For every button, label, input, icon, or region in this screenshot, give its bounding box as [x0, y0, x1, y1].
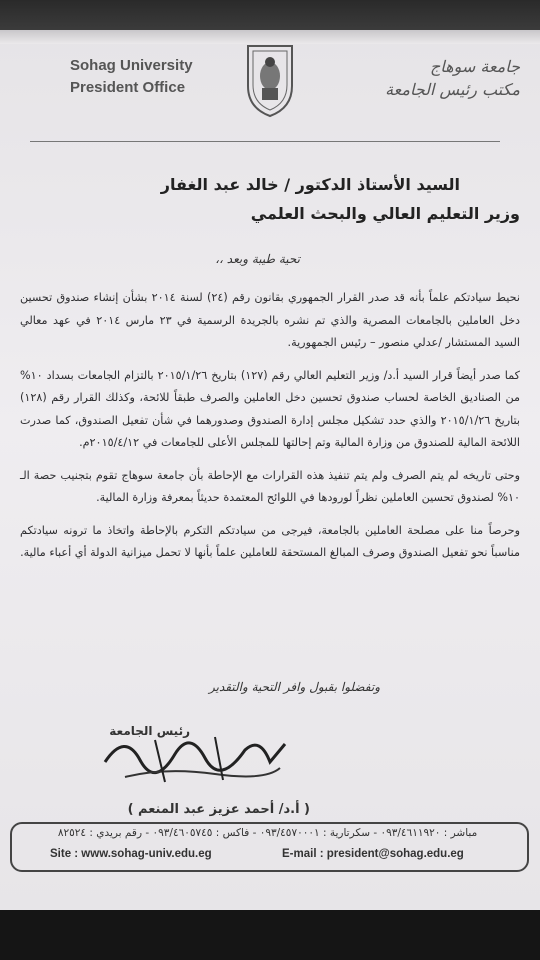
recipient-name: السيد الأستاذ الدكتور / خالد عبد الغفار	[160, 175, 460, 194]
letter-body	[20, 287, 520, 565]
greeting: تحية طيبة وبعد ،،	[215, 252, 300, 266]
letterhead-english	[70, 55, 230, 99]
office-name-ar: مكتب رئيس الجامعة	[385, 80, 520, 99]
university-name-ar: جامعة سوهاج	[429, 57, 520, 76]
footer-website: Site : www.sohag-univ.edu.eg	[50, 848, 212, 860]
office-name-en: President Office	[70, 79, 186, 96]
header-divider	[30, 141, 500, 142]
signatory-title: رئيس الجامعة	[109, 724, 190, 738]
paragraph-1: نحيط سيادتكم علماً بأنه قد صدر القرار الجمهوري بقانون رقم (٢٤) لسنة ٢٠١٤ بشأن إنشاء صندوق تحسين دخل العاملين بالجامعات المصرية والذي تم نشره بالجريدة الرسمية في ٢٣ مارس ٢٠١٤ في عهد معالي السيد المستشار /عدلي منصور – رئيس الجمهورية.	[20, 291, 521, 349]
footer-phone-numbers: مباشر : ٠٩٣/٤٦١١٩٢٠ - سكرتارية : ٠٩٣/٤٥٧٠٠٠١ - فاكس : ٠٩٣/٤٦٠٥٧٤٥ - رقم بريدي : ٨٢٥٢٤	[57, 827, 478, 839]
paragraph-3: وحتى تاريخه لم يتم الصرف ولم يتم تنفيذ هذه القرارات مع الإحاطة بأن جامعة سوهاج تقوم بتجنيب حصة الـ ١٠% لصندوق تحسين العاملين نظراً لورودها في اللوائح المعتمدة حديثاً بمعرفة وزارة المالية.	[20, 468, 520, 504]
letterhead-arabic	[320, 55, 520, 101]
recipient-title: وزير التعليم العالي والبحث العلمي	[250, 204, 520, 223]
paragraph-4: وحرصاً منا على مصلحة العاملين بالجامعة، فيرجى من سيادتكم التكرم بالإحاطة واتخاذ ما ترونه سيادتكم مناسباً نحو تفعيل الصندوق وصرف المبالغ المستحقة للعاملين علماً بأنها لا تحمل ميزانية الدولة أي أعباء مالية.	[20, 523, 520, 559]
footer-email: E-mail : president@sohag.edu.eg	[282, 848, 464, 860]
university-name-en: Sohag University	[70, 57, 193, 74]
signatory-name: ( أ.د/ أحمد عزيز عبد المنعم )	[127, 802, 310, 817]
handwritten-signature-icon	[95, 722, 295, 802]
paragraph-2: كما صدر أيضاً قرار السيد أ.د/ وزير التعليم العالي رقم (١٢٧) بتاريخ ٢٠١٥/١/٢٦ بالتزام الجامعات بسداد ١٠% من الصناديق الخاصة لحساب صندوق تحسين دخل العاملين والصرف طبقاً للائحة، وكذلك القرار رقم (١٢٨) بتاريخ ٢٠١٥/١/٢٦ والذي حدد تشكيل مجلس إدارة الصندوق وصدورهما في شأن تفعيل الصندوق، كما صدرت اللائحة المالية للصندوق من وزارة المالية وتم إحالتها للمجلس الأعلى للجامعات في ٢٠١٥/٤/١٢م.	[20, 368, 521, 449]
photo-bottom-background	[0, 910, 540, 960]
university-seal-icon	[240, 40, 300, 120]
photo-top-background	[0, 0, 540, 30]
closing-line: وتفضلوا بقبول وافر التحية والتقدير	[209, 680, 380, 694]
